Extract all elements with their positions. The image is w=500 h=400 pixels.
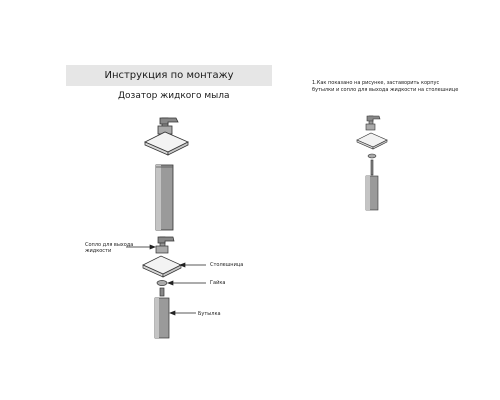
label-countertop: Столешница	[210, 262, 244, 268]
dispenser-exploded-illustration	[143, 237, 181, 338]
pump-nozzle	[160, 118, 178, 124]
dispenser-assembled-illustration	[145, 118, 188, 230]
product-subtitle: Дозатор жидкого мыла	[118, 91, 230, 101]
label-bottle: Бутылка	[198, 311, 221, 317]
installation-note: 1.Как показано на рисунке, заставорить корпус бутылки и сопло для выхода жидкости на столешнице	[312, 80, 459, 93]
page-title: Инструкция по монтажу	[104, 70, 234, 81]
countertop-plate	[145, 132, 188, 152]
label-nut: Гайка	[210, 280, 226, 286]
dispenser-small-illustration	[357, 116, 387, 210]
label-nozzle: Сопло для выхода жидкости	[85, 242, 134, 254]
